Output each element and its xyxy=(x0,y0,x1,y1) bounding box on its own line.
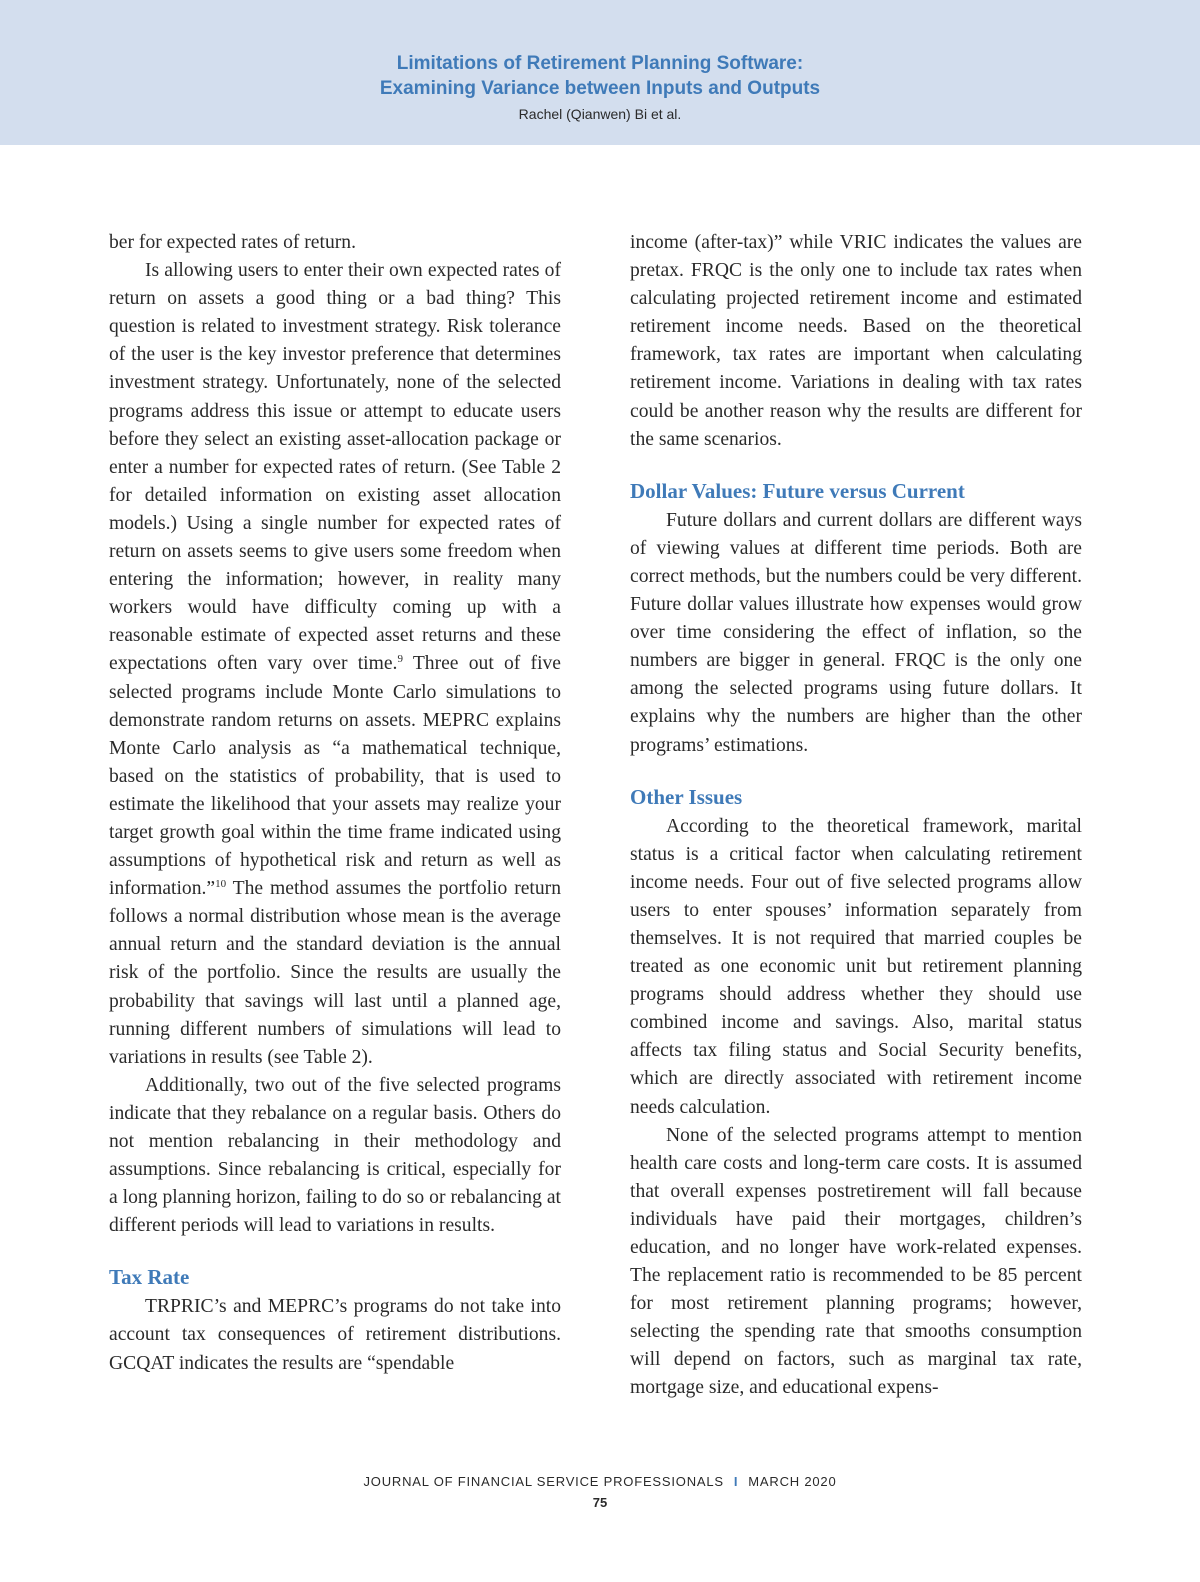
left-column xyxy=(109,229,561,1378)
paragraph-marital-status: According to the theoretical framework, marital status is a critical factor when calculating retirement income needs. Four out of five selected programs allow users to enter spouses’ information separately from themselves. It is not required that married couples be treated as one economic unit but retirement planning programs should address whether they should use combined income and savings. Also, marital status affects tax filing status and Social Security benefits, which are directly associated with retirement income needs calculation. xyxy=(630,815,1082,1118)
footer-separator: I xyxy=(733,1474,739,1489)
issue-date: MARCH 2020 xyxy=(748,1474,837,1489)
paragraph-dollar-values: Future dollars and current dollars are different ways of viewing values at different time periods. Both are correct methods, but the numbers could be very different. Future dollar values illustrate how expenses would grow over time considering the effect of inflation, so the numbers are bigger in general. FRQC is the only one among the selected programs using future dollars. It explains why the numbers are higher than the other programs’ estimations. xyxy=(630,509,1082,756)
paragraph-text: The method assumes the portfolio return follows a normal distribution whose mean is the average annual return and the standard deviation is the annual risk of the portfolio. Since the results are usually the probability that savings will last until a planned age, running different numbers of simulations will lead to variations in results (see Table 2). xyxy=(109,878,561,1068)
footnote-ref-9: 9 xyxy=(397,653,403,666)
footer-journal-line xyxy=(0,1474,1200,1489)
page-number: 75 xyxy=(592,1495,608,1510)
paragraph-continuation: ber for expected rates of return. xyxy=(109,232,356,253)
footnote-ref-10: 10 xyxy=(215,878,227,891)
right-column xyxy=(630,229,1082,1403)
paragraph-tax-continuation: income (after-tax)” while VRIC indicates the values are pretax. FRQC is the only one to include tax rates when calculating projected retirement income and estimated retirement income needs. Based on the theoretical framework, tax rates are important when calculating retirement income. Variations in dealing with tax rates could be another reason why the results are different for the same scenarios. xyxy=(630,232,1082,450)
running-header xyxy=(0,0,1200,145)
paragraph-expected-returns xyxy=(109,257,561,1072)
paragraph-text: Is allowing users to enter their own expected rates of return on assets a good thing or a bad thing? This question is related to investment strategy. Risk tolerance of the user is the key investor preference that determines investment strategy. Unfortunately, none of the selected programs address this issue or attempt to educate users before they select an existing asset-allocation package or enter a number for expected rates of return. (See Table 2 for detailed information on existing asset allocation models.) Using a single number for expected rates of return on assets seems to give users some freedom when entering the information; however, in reality many workers would have difficulty coming up with a reasonable estimate of expected asset returns and these expectations often vary over time. xyxy=(109,260,561,675)
article-title-line1: Limitations of Retirement Planning Software: xyxy=(396,53,804,74)
paragraph-tax-rate: TRPRIC’s and MEPRC’s programs do not take into account tax consequences of retirement distributions. GCQAT indicates the results are “spendable xyxy=(109,1296,561,1374)
article-title-line2: Examining Variance between Inputs and Outputs xyxy=(379,78,821,99)
section-heading-other-issues: Other Issues xyxy=(630,784,743,809)
section-heading-tax-rate: Tax Rate xyxy=(109,1265,190,1290)
paragraph-health-care: None of the selected programs attempt to mention health care costs and long-term care costs. It is assumed that overall expenses postretirement will fall because individuals have paid their mortgages, children’s education, and no longer have work-related expenses. The replacement ratio is recommended to be 85 percent for most retirement planning programs; however, selecting the spending rate that smooths consumption will depend on factors, such as marginal tax rate, mortgage size, and educational expens- xyxy=(630,1124,1082,1399)
paragraph-text: Three out of five selected programs include Monte Carlo simulations to demonstrate random returns on assets. MEPRC explains Monte Carlo analysis as “a mathematical technique, based on the statistics of probability, that is used to estimate the likelihood that your assets may realize your target growth goal within the time frame indicated using assumptions of hypothetical risk and return as well as information.” xyxy=(109,653,562,900)
running-footer xyxy=(0,1474,1200,1510)
journal-name: JOURNAL OF FINANCIAL SERVICE PROFESSIONALS xyxy=(363,1474,724,1489)
article-author: Rachel (Qianwen) Bi et al. xyxy=(518,106,682,122)
paragraph-rebalancing: Additionally, two out of the five selected programs indicate that they rebalance on a regular basis. Others do not mention rebalancing in their methodology and assumptions. Since rebalancing is critical, especially for a long planning horizon, failing to do so or rebalancing at different periods will lead to variations in results. xyxy=(109,1074,561,1237)
section-heading-dollar-values: Dollar Values: Future versus Current xyxy=(630,478,965,503)
